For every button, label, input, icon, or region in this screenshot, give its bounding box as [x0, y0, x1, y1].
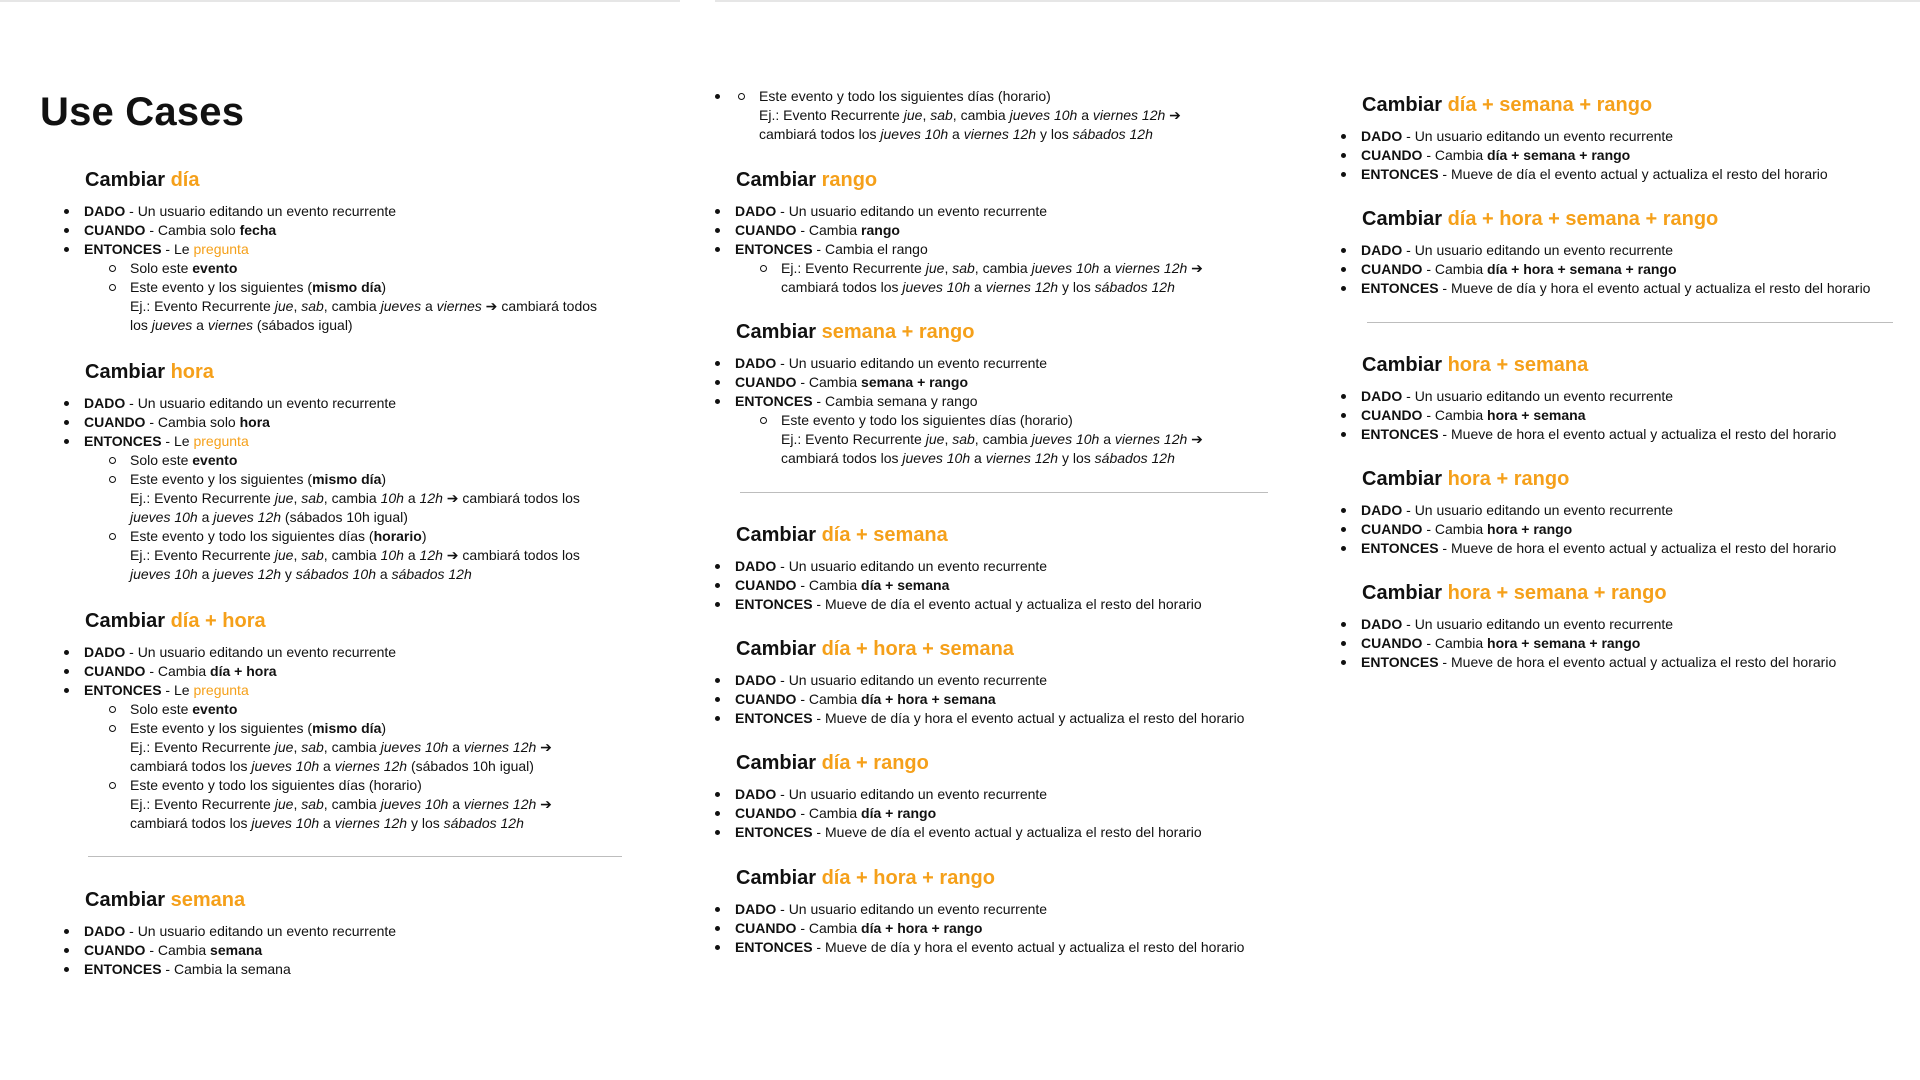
list-item-cuando: CUANDO - Cambia día + hora + semana + rango [1339, 260, 1870, 279]
section-title: Cambiar día + semana + rango [1362, 94, 1653, 116]
sub-item: Este evento y los siguientes (mismo día) Ej.: Evento Recurrente jue, sab, cambia jueves a viernes ➔ cambiará todos los jueves a viernes (sábados igual) [130, 279, 598, 333]
list-item-cuando: CUANDO - Cambia rango [713, 221, 1203, 240]
list-item-cuando: CUANDO - Cambia hora + semana [1339, 406, 1836, 425]
list-item-dado: DADO - Un usuario editando un evento recurrente [1339, 501, 1836, 520]
arrow-icon: ➔ [442, 547, 463, 563]
arrow-icon: ➔ [442, 490, 463, 506]
list-item-dado: DADO - Un usuario editando un evento recurrente [62, 394, 580, 413]
section-continued [713, 87, 1181, 144]
list-item-dado: DADO - Un usuario editando un evento recurrente [62, 922, 396, 941]
list-item-dado: DADO - Un usuario editando un evento recurrente [1339, 387, 1836, 406]
list-item-dado: DADO - Un usuario editando un evento recurrente [62, 643, 552, 662]
list-item-dado: DADO - Un usuario editando un evento recurrente [1339, 241, 1870, 260]
criteria-list [713, 900, 1244, 957]
list-item-dado: DADO - Un usuario editando un evento recurrente [713, 900, 1244, 919]
list-item-cuando: CUANDO - Cambia hora + rango [1339, 520, 1836, 539]
example-line: Ej.: Evento Recurrente jue, sab, cambia 10h a 12h ➔ cambiará todos los [130, 547, 580, 563]
section-divider [88, 856, 622, 857]
sub-item: Solo este evento [130, 700, 552, 719]
sub-item: Solo este evento [130, 259, 597, 278]
list-item-entonces: ENTONCES - Mueve de día el evento actual y actualiza el resto del horario [1339, 165, 1828, 184]
section-divider [740, 492, 1268, 493]
section-cambiar-dia-hora [62, 609, 552, 833]
list-item-dado: DADO - Un usuario editando un evento recurrente [1339, 127, 1828, 146]
section-title: Cambiar hora [85, 361, 214, 383]
example-line: Ej.: Evento Recurrente jue, sab, cambia jueves 10h a viernes 12h ➔ [130, 739, 552, 755]
criteria-list [62, 922, 396, 979]
list-item-entonces: ENTONCES - Mueve de día y hora el evento actual y actualiza el resto del horario [713, 709, 1244, 728]
section-cambiar-dia-hora-semana-rango [1339, 207, 1870, 298]
section-title: Cambiar hora + semana + rango [1362, 582, 1667, 604]
section-title: Cambiar semana + rango [736, 321, 975, 343]
sub-item: Este evento y los siguientes (mismo día) Ej.: Evento Recurrente jue, sab, cambia jueves 10h a viernes 12h ➔ cambiará todos los jueves 10h a viernes 12h (sábados 10h igual) [130, 720, 552, 774]
example-line: Ej.: Evento Recurrente jue, sab, cambia 10h a 12h ➔ cambiará todos los [130, 490, 580, 506]
list-item-cuando: CUANDO - Cambia semana + rango [713, 373, 1203, 392]
sub-item: Este evento y los siguientes (mismo día) Ej.: Evento Recurrente jue, sab, cambia 10h a 12h ➔ cambiará todos los jueves 10h a jueves 12h (sábados 10h igual) [130, 471, 580, 525]
section-cambiar-semana [62, 888, 396, 979]
example-line: cambiará todos los jueves 10h a viernes 12h y los sábados 12h [130, 815, 524, 831]
criteria-list [1339, 501, 1836, 558]
section-title: Cambiar semana [85, 889, 246, 911]
section-cambiar-hora-semana-rango [1339, 581, 1836, 672]
list-item-dado: DADO - Un usuario editando un evento recurrente [713, 202, 1203, 221]
example-line: Ej.: Evento Recurrente jue, sab, cambia jueves a viernes ➔ cambiará todos [130, 298, 598, 314]
list-item-continued [713, 87, 1181, 144]
top-border-left [0, 0, 680, 2]
top-border-middle [715, 0, 1305, 2]
section-title: Cambiar día + hora + semana + rango [1362, 208, 1719, 230]
section-title: Cambiar día + hora + semana [736, 638, 1014, 660]
arrow-icon: ➔ [1187, 260, 1203, 276]
criteria-list [62, 394, 580, 584]
section-cambiar-hora-rango [1339, 467, 1836, 558]
example-line: Ej.: Evento Recurrente jue, sab, cambia jueves 10h a viernes 12h ➔ [759, 107, 1181, 123]
list-item-cuando: CUANDO - Cambia día + semana [713, 576, 1202, 595]
section-cambiar-semana-rango [713, 320, 1203, 468]
list-item-cuando: CUANDO - Cambia hora + semana + rango [1339, 634, 1836, 653]
section-title: Cambiar día + hora [85, 610, 266, 632]
list-item-cuando: CUANDO - Cambia día + rango [713, 804, 1202, 823]
list-item-dado: DADO - Un usuario editando un evento recurrente [62, 202, 597, 221]
section-cambiar-dia [62, 168, 597, 335]
list-item-cuando: CUANDO - Cambia solo fecha [62, 221, 597, 240]
arrow-icon: ➔ [536, 739, 552, 755]
section-title: Cambiar día [85, 169, 200, 191]
sub-item: Solo este evento [130, 451, 580, 470]
example-line: los jueves a viernes (sábados igual) [130, 317, 353, 333]
list-item-entonces: ENTONCES - Mueve de día el evento actual y actualiza el resto del horario [713, 595, 1202, 614]
criteria-list [713, 785, 1202, 842]
arrow-icon: ➔ [481, 298, 502, 314]
section-title: Cambiar día + rango [736, 752, 929, 774]
criteria-list [713, 202, 1203, 297]
criteria-list [62, 643, 552, 833]
section-title: Cambiar día + hora + rango [736, 867, 995, 889]
section-divider [1367, 322, 1893, 323]
example-line: jueves 10h a jueves 12h (sábados 10h igual) [130, 509, 408, 525]
list-item-dado: DADO - Un usuario editando un evento recurrente [713, 671, 1244, 690]
section-cambiar-hora [62, 360, 580, 584]
sub-list [713, 87, 1181, 144]
criteria-list [1339, 241, 1870, 298]
section-cambiar-dia-hora-rango [713, 866, 1244, 957]
sub-list [735, 411, 1203, 468]
list-item-entonces: ENTONCES - Cambia el rango Ej.: Evento Recurrente jue, sab, cambia jueves 10h a viernes 12h ➔ cambiará todos los jueves 10h a viernes 12h y los sábados 12h [713, 240, 1203, 297]
criteria-list [713, 671, 1244, 728]
list-item-dado: DADO - Un usuario editando un evento recurrente [713, 785, 1202, 804]
sub-item: Este evento y todo los siguientes días (horario) Ej.: Evento Recurrente jue, sab, cambia jueves 10h a viernes 12h ➔ cambiará todos los jueves 10h a viernes 12h y los sábados 12h [759, 88, 1181, 142]
criteria-list [713, 557, 1202, 614]
sub-list [84, 700, 552, 833]
criteria-list [1339, 387, 1836, 444]
list-item-entonces: ENTONCES - Mueve de día y hora el evento actual y actualiza el resto del horario [1339, 279, 1870, 298]
list-item-entonces: ENTONCES - Cambia semana y rango Este evento y todo los siguientes días (horario) Ej.: Evento Recurrente jue, sab, cambia jueves 10h a viernes 12h ➔ cambiará todos los jueves 10h a viernes 12h y los sábados 12h [713, 392, 1203, 468]
sub-item: Este evento y todo los siguientes días (horario) Ej.: Evento Recurrente jue, sab, cambia jueves 10h a viernes 12h ➔ cambiará todos los jueves 10h a viernes 12h y los sábados 12h [130, 777, 552, 831]
criteria-list [713, 354, 1203, 468]
section-title: Cambiar hora + rango [1362, 468, 1570, 490]
example-line: cambiará todos los jueves 10h a viernes 12h y los sábados 12h [759, 126, 1153, 142]
example-line: cambiará todos los jueves 10h a viernes 12h y los sábados 12h [781, 279, 1175, 295]
list-item-entonces: ENTONCES - Le pregunta Solo este evento Este evento y los siguientes (mismo día) Ej.: Evento Recurrente jue, sab, cambia 10h a 12h ➔ cambiará todos los jueves 10h a jueves 12h (sábados 10h igual) Este evento y todo los siguientes días (horario) Ej.: Evento Recurrente jue, sab, cambia 10h a 12h ➔ cambiará todos los jueves 10h a jueves 12h y sábados 10h a sábados 12h [62, 432, 580, 584]
section-cambiar-dia-rango [713, 751, 1202, 842]
list-item-cuando: CUANDO - Cambia solo hora [62, 413, 580, 432]
section-cambiar-rango [713, 168, 1203, 297]
list-item-entonces: ENTONCES - Mueve de hora el evento actual y actualiza el resto del horario [1339, 425, 1836, 444]
criteria-list [713, 87, 1181, 144]
top-border-right [1300, 0, 1920, 2]
list-item-entonces: ENTONCES - Mueve de día y hora el evento actual y actualiza el resto del horario [713, 938, 1244, 957]
list-item-entonces: ENTONCES - Mueve de hora el evento actual y actualiza el resto del horario [1339, 653, 1836, 672]
list-item-dado: DADO - Un usuario editando un evento recurrente [713, 557, 1202, 576]
arrow-icon: ➔ [1165, 107, 1181, 123]
sub-list [84, 259, 597, 335]
sub-item: Este evento y todo los siguientes días (horario) Ej.: Evento Recurrente jue, sab, cambia 10h a 12h ➔ cambiará todos los jueves 10h a jueves 12h y sábados 10h a sábados 12h [130, 528, 580, 582]
list-item-entonces: ENTONCES - Le pregunta Solo este evento Este evento y los siguientes (mismo día) Ej.: Evento Recurrente jue, sab, cambia jueves 10h a viernes 12h ➔ cambiará todos los jueves 10h a viernes 12h (sábados 10h igual) Este evento y todo los siguientes días (horario) Ej.: Evento Recurrente jue, sab, cambia jueves 10h a viernes 12h ➔ cambiará todos los jueves 10h a viernes 12h y los sábados 12h [62, 681, 552, 833]
example-line: cambiará todos los jueves 10h a viernes 12h y los sábados 12h [781, 450, 1175, 466]
list-item-cuando: CUANDO - Cambia día + hora + semana [713, 690, 1244, 709]
list-item-dado: DADO - Un usuario editando un evento recurrente [713, 354, 1203, 373]
section-cambiar-dia-hora-semana [713, 637, 1244, 728]
section-cambiar-dia-semana-rango [1339, 93, 1828, 184]
list-item-cuando: CUANDO - Cambia día + semana + rango [1339, 146, 1828, 165]
criteria-list [1339, 615, 1836, 672]
sub-item [781, 259, 1203, 297]
list-item-cuando: CUANDO - Cambia semana [62, 941, 396, 960]
section-cambiar-dia-semana [713, 523, 1202, 614]
section-title: Cambiar día + semana [736, 524, 948, 546]
example-line: Ej.: Evento Recurrente jue, sab, cambia jueves 10h a viernes 12h ➔ [781, 431, 1203, 447]
list-item-entonces: ENTONCES - Mueve de día el evento actual y actualiza el resto del horario [713, 823, 1202, 842]
page-title: Use Cases [40, 90, 245, 134]
list-item-cuando: CUANDO - Cambia día + hora [62, 662, 552, 681]
example-line: Ej.: Evento Recurrente jue, sab, cambia jueves 10h a viernes 12h ➔ [130, 796, 552, 812]
sub-list [84, 451, 580, 584]
section-cambiar-hora-semana [1339, 353, 1836, 444]
list-item-entonces: ENTONCES - Cambia la semana [62, 960, 396, 979]
example-line: Ej.: Evento Recurrente jue, sab, cambia jueves 10h a viernes 12h ➔ [781, 260, 1203, 276]
example-line: cambiará todos los jueves 10h a viernes 12h (sábados 10h igual) [130, 758, 534, 774]
arrow-icon: ➔ [536, 796, 552, 812]
arrow-icon: ➔ [1187, 431, 1203, 447]
sub-item: Este evento y todo los siguientes días (horario) Ej.: Evento Recurrente jue, sab, cambia jueves 10h a viernes 12h ➔ cambiará todos los jueves 10h a viernes 12h y los sábados 12h [781, 412, 1203, 466]
example-line: jueves 10h a jueves 12h y sábados 10h a sábados 12h [130, 566, 472, 582]
sub-list [735, 259, 1203, 297]
list-item-dado: DADO - Un usuario editando un evento recurrente [1339, 615, 1836, 634]
list-item-cuando: CUANDO - Cambia día + hora + rango [713, 919, 1244, 938]
criteria-list [1339, 127, 1828, 184]
section-title: Cambiar hora + semana [1362, 354, 1589, 376]
criteria-list [62, 202, 597, 335]
list-item-entonces: ENTONCES - Mueve de hora el evento actual y actualiza el resto del horario [1339, 539, 1836, 558]
list-item-entonces: ENTONCES - Le pregunta Solo este evento Este evento y los siguientes (mismo día) Ej.: Evento Recurrente jue, sab, cambia jueves a viernes ➔ cambiará todos los jueves a viernes (sábados igual) [62, 240, 597, 335]
section-title: Cambiar rango [736, 169, 878, 191]
